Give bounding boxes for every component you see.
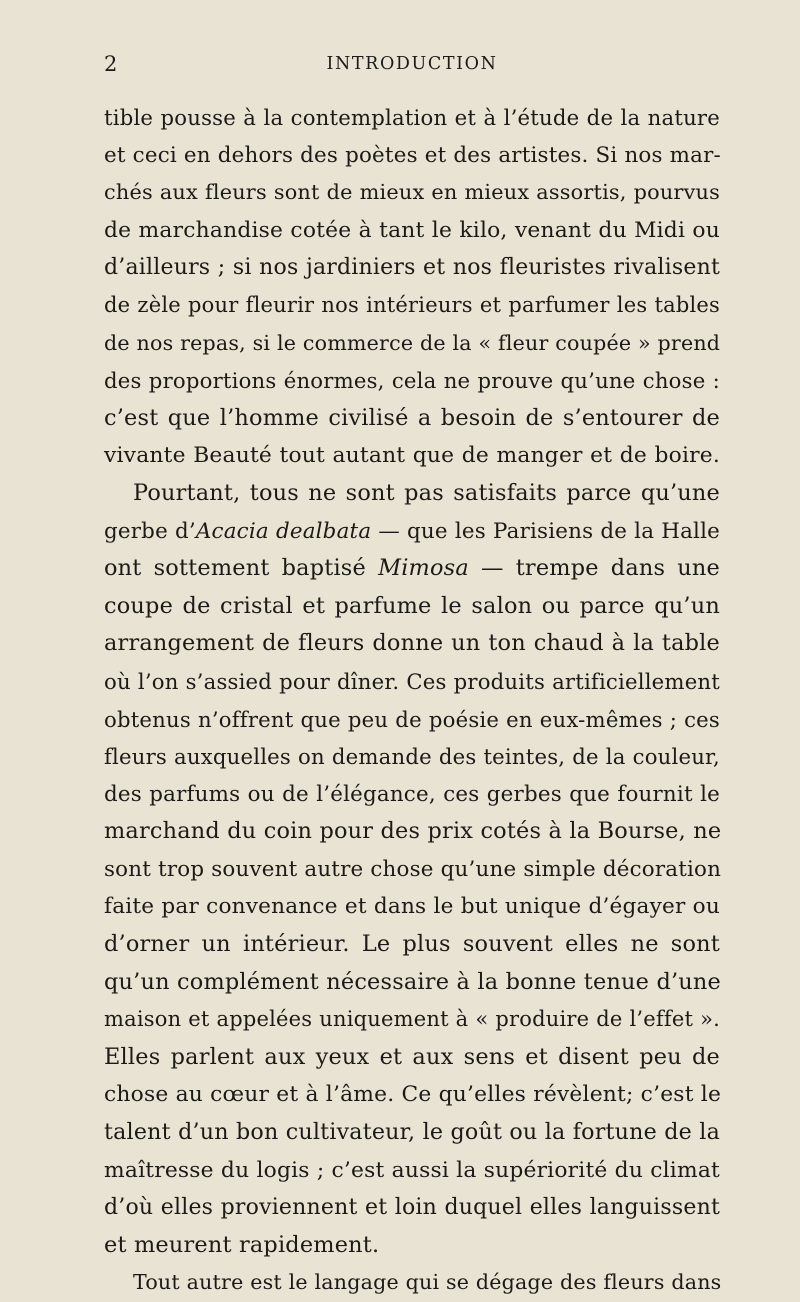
- text-line: d’ailleurs ; si nos jardiniers et nos fleuristes rivalisent: [104, 255, 720, 281]
- text-line: d’où elles proviennent et loin duquel elles languissent: [104, 1195, 720, 1221]
- text-line: des proportions énormes, cela ne prouve qu’une chose :: [104, 368, 720, 394]
- running-title: INTRODUCTION: [326, 54, 498, 74]
- text-line: obtenus n’offrent que peu de poésie en eux-mêmes ; ces: [104, 706, 720, 732]
- text-line: tible pousse à la contemplation et à l’étude de la nature: [104, 105, 720, 130]
- text-line: marchand du coin pour des prix cotés à la Bourse, ne: [104, 818, 722, 845]
- text-line: maîtresse du logis ; c’est aussi la supériorité du climat: [104, 1157, 720, 1183]
- text-line: chose au cœur et à l’âme. Ce qu’elles révèlent; c’est le: [104, 1082, 722, 1108]
- text-line: c’est que l’homme civilisé a besoin de s’entourer de: [104, 404, 720, 431]
- body-text: [104, 99, 720, 1302]
- text-line: qu’un complément nécessaire à la bonne tenue d’une: [104, 968, 721, 995]
- text-line: talent d’un bon cultivateur, le goût ou la fortune de la: [104, 1119, 720, 1146]
- text-line: [104, 550, 720, 588]
- text-line: d’orner un intérieur. Le plus souvent elles ne sont: [104, 931, 720, 958]
- paragraph-start-line: Pourtant, tous ne sont pas satisfaits parce qu’une: [133, 479, 720, 506]
- text-line: de zèle pour fleurir nos intérieurs et parfumer les tables: [104, 292, 720, 317]
- text-run: ont sottement baptisé: [104, 555, 379, 582]
- text-run: — que les Parisiens de la Halle: [371, 518, 720, 544]
- text-line: [104, 513, 720, 551]
- text-line: et ceci en dehors des poètes et des artistes. Si nos mar-: [104, 142, 721, 168]
- text-line: coupe de cristal et parfume le salon ou parce qu’un: [104, 592, 720, 619]
- text-line: vivante Beauté tout autant que de manger et de boire.: [104, 443, 720, 469]
- paragraph-end-line: et meurent rapidement.: [104, 1231, 380, 1258]
- page-number: 2: [104, 52, 118, 76]
- italic-species-name: Acacia dealbata: [195, 518, 372, 544]
- text-line: chés aux fleurs sont de mieux en mieux assortis, pourvus: [104, 180, 720, 205]
- paragraph-start-line: Tout autre est le langage qui se dégage des fleurs dans: [133, 1270, 722, 1295]
- text-line: Elles parlent aux yeux et aux sens et disent peu de: [104, 1043, 720, 1070]
- italic-common-name: Mimosa: [378, 555, 469, 582]
- text-line: des parfums ou de l’élégance, ces gerbes que fournit le: [104, 781, 720, 807]
- text-run: gerbe d’: [104, 518, 196, 544]
- text-line: maison et appelées uniquement à « produire de l’effet ».: [104, 1007, 720, 1032]
- text-line: de nos repas, si le commerce de la « fleur coupée » prend: [104, 330, 721, 355]
- text-line: de marchandise cotée à tant le kilo, venant du Midi ou: [104, 217, 720, 243]
- text-line: fleurs auxquelles on demande des teintes, de la couleur,: [104, 744, 720, 770]
- text-line: faite par convenance et dans le but unique d’égayer ou: [104, 894, 720, 920]
- text-line: arrangement de fleurs donne un ton chaud à la table: [104, 630, 720, 657]
- text-line: sont trop souvent autre chose qu’une simple décoration: [104, 856, 722, 882]
- text-line: où l’on s’assied pour dîner. Ces produits artificiellement: [104, 668, 720, 694]
- page-header: [104, 52, 720, 78]
- text-run: — trempe dans une: [468, 555, 720, 582]
